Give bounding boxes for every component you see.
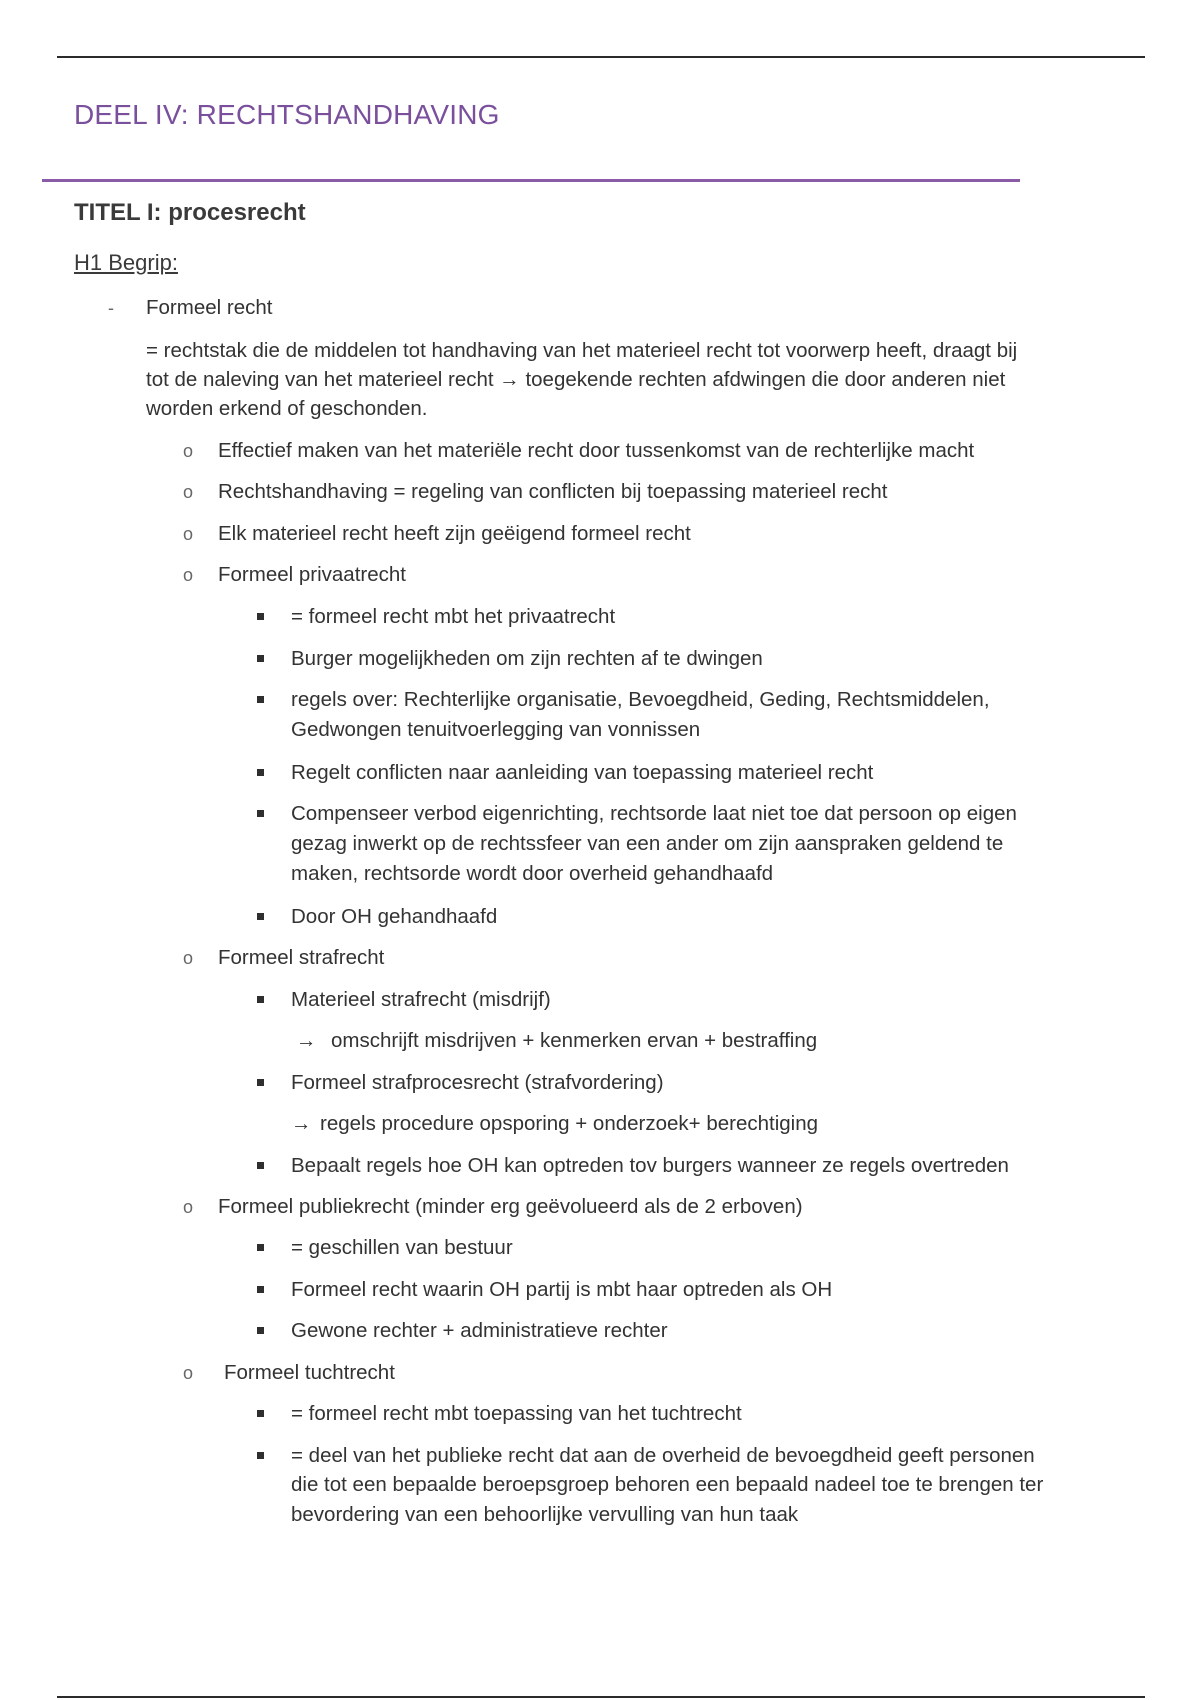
circle-bullet: o <box>183 1363 194 1383</box>
list-item: = formeel recht mbt toepassing van het tuchtrecht <box>291 1402 742 1425</box>
list-item: Formeel recht waarin OH partij is mbt haar optreden als OH <box>291 1278 833 1301</box>
bottom-rule <box>57 1696 1145 1698</box>
circle-bullet: o <box>183 524 194 544</box>
square-bullet <box>257 1244 264 1251</box>
arrow-marker: → <box>296 1029 317 1052</box>
square-bullet <box>257 1286 264 1293</box>
top-rule <box>57 56 1145 58</box>
list-item: Materieel strafrecht (misdrijf) <box>291 988 551 1011</box>
chapter-heading: H1 Begrip: <box>74 250 178 275</box>
list-item-publiekrecht: Formeel publiekrecht (minder erg geëvolueerd als de 2 erboven) <box>218 1195 803 1218</box>
list-item-formeel-recht: Formeel recht <box>146 296 273 319</box>
list-item-continuation: Gedwongen tenuitvoerlegging van vonnissen <box>291 718 701 741</box>
arrow-note: omschrijft misdrijven + kenmerken ervan + bestraffing <box>331 1029 818 1052</box>
list-item-tuchtrecht: Formeel tuchtrecht <box>224 1361 395 1384</box>
part-title-underline <box>42 179 1020 182</box>
list-item-continuation: bevordering van een behoorlijke vervulling van hun taak <box>291 1503 799 1526</box>
square-bullet <box>257 996 264 1003</box>
square-bullet <box>257 1079 264 1086</box>
list-item-strafrecht: Formeel strafrecht <box>218 946 385 969</box>
part-title: DEEL IV: RECHTSHANDHAVING <box>74 99 500 130</box>
definition-line: tot de naleving van het materieel recht → toegekende rechten afdwingen die door anderen niet <box>146 368 1006 391</box>
circle-bullet: o <box>183 482 194 502</box>
square-bullet <box>257 655 264 662</box>
square-bullet <box>257 696 264 703</box>
square-bullet <box>257 1327 264 1334</box>
circle-bullet: o <box>183 1197 194 1217</box>
list-item: Effectief maken van het materiële recht door tussenkomst van de rechterlijke macht <box>218 439 975 462</box>
circle-bullet: o <box>183 565 194 585</box>
square-bullet <box>257 913 264 920</box>
list-item: = geschillen van bestuur <box>291 1236 513 1259</box>
square-bullet <box>257 1410 264 1417</box>
list-item-continuation: die tot een bepaalde beroepsgroep behoren een bepaald nadeel toe te brengen ter <box>291 1473 1044 1496</box>
list-item-continuation: gezag inwerkt op de rechtssfeer van een ander om zijn aanspraken geldend te <box>291 832 1004 855</box>
arrow-marker: → <box>291 1112 312 1135</box>
list-item: Burger mogelijkheden om zijn rechten af te dwingen <box>291 647 763 670</box>
list-item-continuation: maken, rechtsorde wordt door overheid gehandhaafd <box>291 862 774 885</box>
dash-bullet: - <box>108 298 114 318</box>
list-item: Gewone rechter + administratieve rechter <box>291 1319 668 1342</box>
circle-bullet: o <box>183 948 194 968</box>
section-title: TITEL I: procesrecht <box>74 199 306 226</box>
list-item: regels over: Rechterlijke organisatie, Bevoegdheid, Geding, Rechtsmiddelen, <box>291 688 990 711</box>
arrow-note: regels procedure opsporing + onderzoek+ berechtiging <box>320 1112 819 1135</box>
list-item-privaatrecht: Formeel privaatrecht <box>218 563 406 586</box>
square-bullet <box>257 769 264 776</box>
list-item: Elk materieel recht heeft zijn geëigend formeel recht <box>218 522 691 545</box>
list-item: = formeel recht mbt het privaatrecht <box>291 605 616 628</box>
definition-line: = rechtstak die de middelen tot handhaving van het materieel recht tot voorwerp heeft, draagt bij <box>146 339 1018 362</box>
list-item: Regelt conflicten naar aanleiding van toepassing materieel recht <box>291 761 874 784</box>
square-bullet <box>257 810 264 817</box>
list-item: Bepaalt regels hoe OH kan optreden tov burgers wanneer ze regels overtreden <box>291 1154 1009 1177</box>
list-item: Compenseer verbod eigenrichting, rechtsorde laat niet toe dat persoon op eigen <box>291 802 1017 825</box>
list-item: Door OH gehandhaafd <box>291 905 498 928</box>
list-item: = deel van het publieke recht dat aan de overheid de bevoegdheid geeft personen <box>291 1444 1035 1467</box>
circle-bullet: o <box>183 441 194 461</box>
definition-line: worden erkend of geschonden. <box>146 397 428 420</box>
list-item: Formeel strafprocesrecht (strafvordering) <box>291 1071 664 1094</box>
square-bullet <box>257 1162 264 1169</box>
square-bullet <box>257 613 264 620</box>
list-item: Rechtshandhaving = regeling van conflicten bij toepassing materieel recht <box>218 480 888 503</box>
square-bullet <box>257 1452 264 1459</box>
